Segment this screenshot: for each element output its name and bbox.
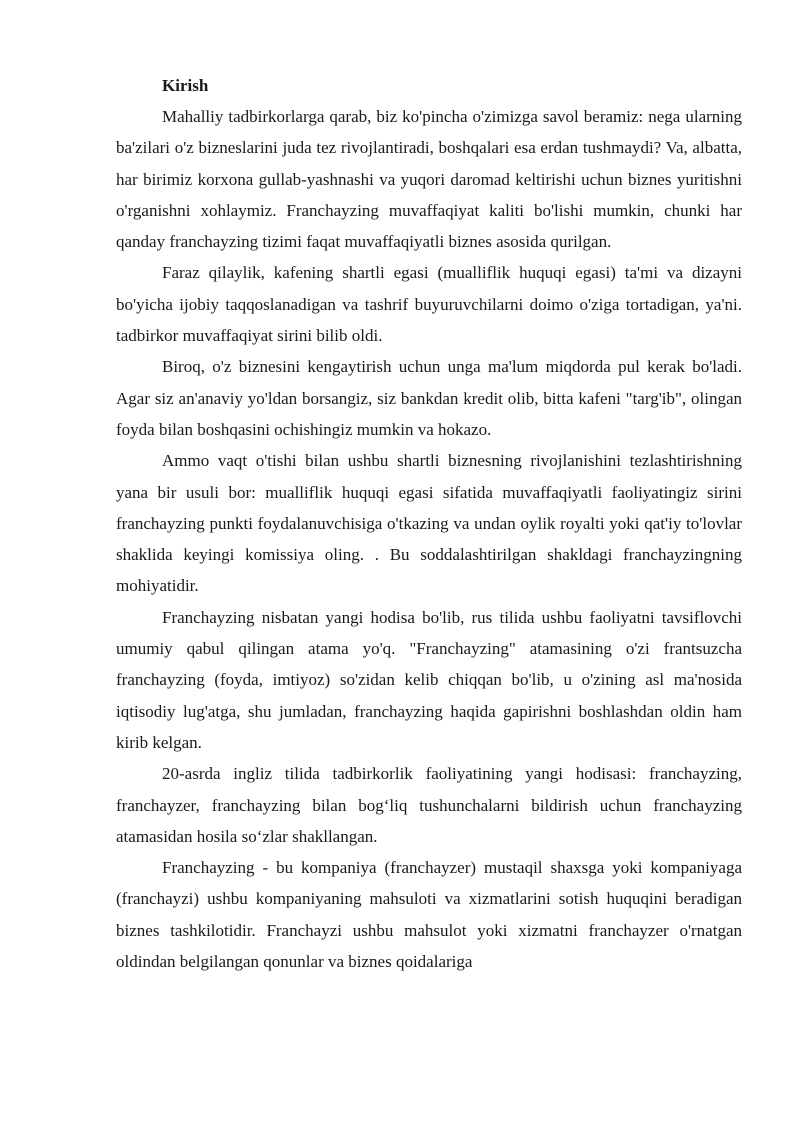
paragraph-3: Biroq, o'z biznesini kengaytirish uchun unga ma'lum miqdorda pul kerak bo'ladi. Agar siz an'anaviy yo'ldan borsangiz, siz bankdan kredit olib, bitta kafeni "targ'ib", olingan foyda bilan boshqasini ochishingiz mumkin va hokazo. [116,357,742,439]
paragraph-6: 20-asrda ingliz tilida tadbirkorlik faoliyatining yangi hodisasi: franchayzing, franchayzer, franchayzing bilan bog‘liq tushunchalarni bildirish uchun franchayzing atamasidan hosila so‘zlar shakllangan. [116,764,742,846]
document-page [116,70,742,977]
paragraph-1: Mahalliy tadbirkorlarga qarab, biz ko'pincha o'zimizga savol beramiz: nega ularning ba'zilari o'z bizneslarini juda tez rivojlantiradi, boshqalari esa erdan tushmaydi? Va, albatta, har birimiz korxona gullab-yashnashi va yuqori daromad keltirishi uchun biznes yuritishni o'rganishni xohlaymiz. Franchayzing muvaffaqiyat kaliti bo'lishi mumkin, chunki har qanday franchayzing tizimi faqat muvaffaqiyatli biznes asosida qurilgan. [116,107,742,252]
paragraph-5: Franchayzing nisbatan yangi hodisa bo'lib, rus tilida ushbu faoliyatni tavsiflovchi umumiy qabul qilingan atama yo'q. "Franchayzing" atamasining o'zi frantsuzcha franchayzing (foyda, imtiyoz) so'zidan kelib chiqqan bo'lib, u o'zining asl ma'nosida iqtisodiy lug'atga, shu jumladan, franchayzing haqida gapirishni boshlashdan oldin ham kirib kelgan. [116,607,742,752]
paragraph-4: Ammo vaqt o'tishi bilan ushbu shartli biznesning rivojlanishini tezlashtirishning yana bir usuli bor: mualliflik huquqi egasi sifatida muvaffaqiyatli faoliyatingiz sirini franchayzing punkti foydalanuvchisiga o'tkazing va undan oylik royalti yoki qat'iy to'lovlar shaklida keyingi komissiya oling. . Bu soddalashtirilgan shakldagi franchayzingning mohiyatidir. [116,451,742,596]
paragraph-7: Franchayzing - bu kompaniya (franchayzer) mustaqil shaxsga yoki kompaniyaga (franchayzi) ushbu kompaniyaning mahsuloti va xizmatlarini sotish huquqini beradigan biznes tashkilotidir. Franchayzi ushbu mahsulot yoki xizmatni franchayzer o'rnatgan oldindan belgilangan qonunlar va biznes qoidalariga [116,858,742,972]
paragraph-2: Faraz qilaylik, kafening shartli egasi (mualliflik huquqi egasi) ta'mi va dizayni bo'yicha ijobiy taqqoslanadigan va tashrif buyuruvchilarni doimo o'ziga tortadigan, ya'ni. tadbirkor muvaffaqiyat sirini bilib oldi. [116,263,742,346]
section-heading: Kirish [162,76,209,95]
